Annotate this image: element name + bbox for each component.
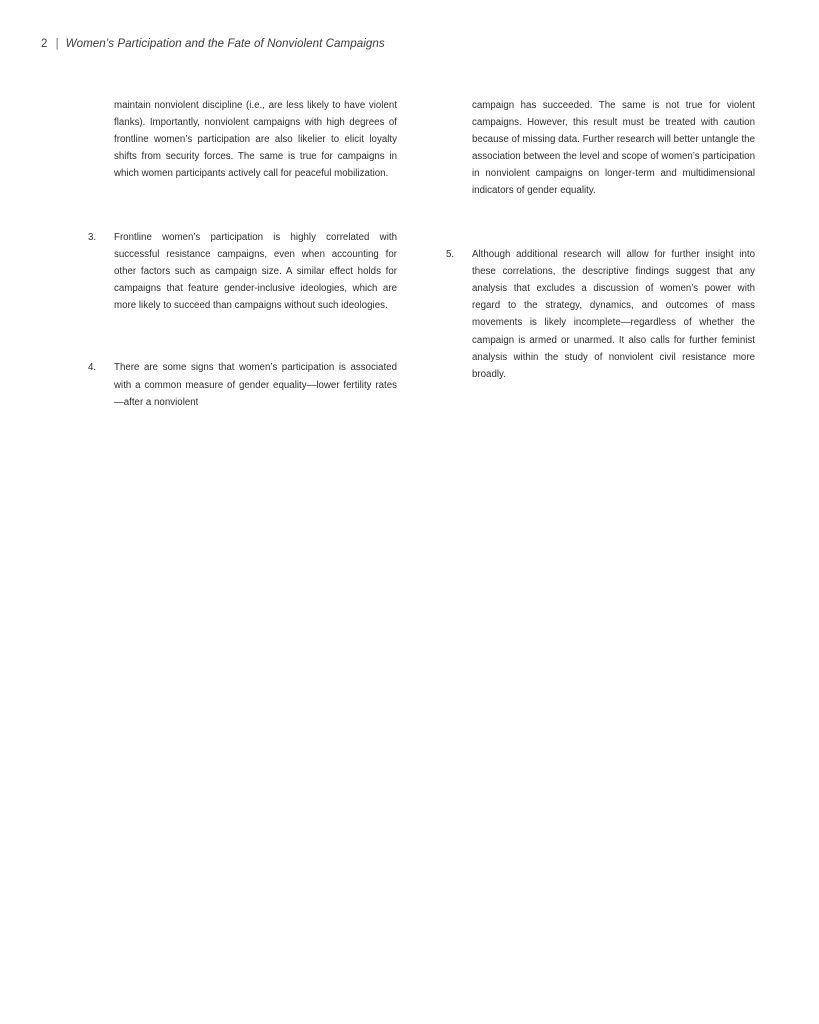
paragraph-continuation-left: maintain nonviolent discipline (i.e., are less likely to have violent flanks). Importantly, nonviolent campaigns with high degrees of frontline women’s participation are also likelier to elicit loyalty shifts from security forces. The same is true for campaigns in which women participants actively call for peaceful mobilization. <box>114 100 397 180</box>
list-item-text: Although additional research will allow for further insight into these correlations, the descriptive findings suggest that any analysis that excludes a discussion of women’s power with regard to the strategy, dynamics, and outcomes of mass movements is likely incomplete—regardless of whether the campaign is armed or unarmed. It also calls for further feminist analysis within the study of nonviolent civil resistance more broadly. <box>472 249 755 380</box>
left-column <box>88 97 397 411</box>
paragraph-continuation-right: campaign has succeeded. The same is not true for violent campaigns. However, this result must be treated with caution because of missing data. Further research will better untangle the association between the level and scope of women’s participation in nonviolent campaigns on longer-term and multidimensional indicators of gender equality. <box>472 100 755 197</box>
page-number: 2 <box>41 38 48 50</box>
right-column <box>446 97 755 383</box>
book-title: Women’s Participation and the Fate of Nonviolent Campaigns <box>65 37 385 50</box>
running-header <box>41 37 385 50</box>
list-item-number: 4. <box>88 362 97 374</box>
list-item-5 <box>446 246 755 382</box>
list-item-text: Frontline women’s participation is highly correlated with successful resistance campaigns, even when accounting for other factors such as campaign size. A similar effect holds for campaigns that feature gender-inclusive ideologies, which are more likely to succeed than campaigns without such ideologies. <box>114 232 397 312</box>
list-item-3 <box>88 229 397 314</box>
header-separator: | <box>55 38 59 50</box>
list-item-number: 3. <box>88 232 97 244</box>
list-item-4 <box>88 359 397 410</box>
list-item-text: There are some signs that women’s participation is associated with a common measure of gender equality—lower fertility rates—after a nonviolent <box>114 362 397 408</box>
list-item-number: 5. <box>446 249 455 261</box>
